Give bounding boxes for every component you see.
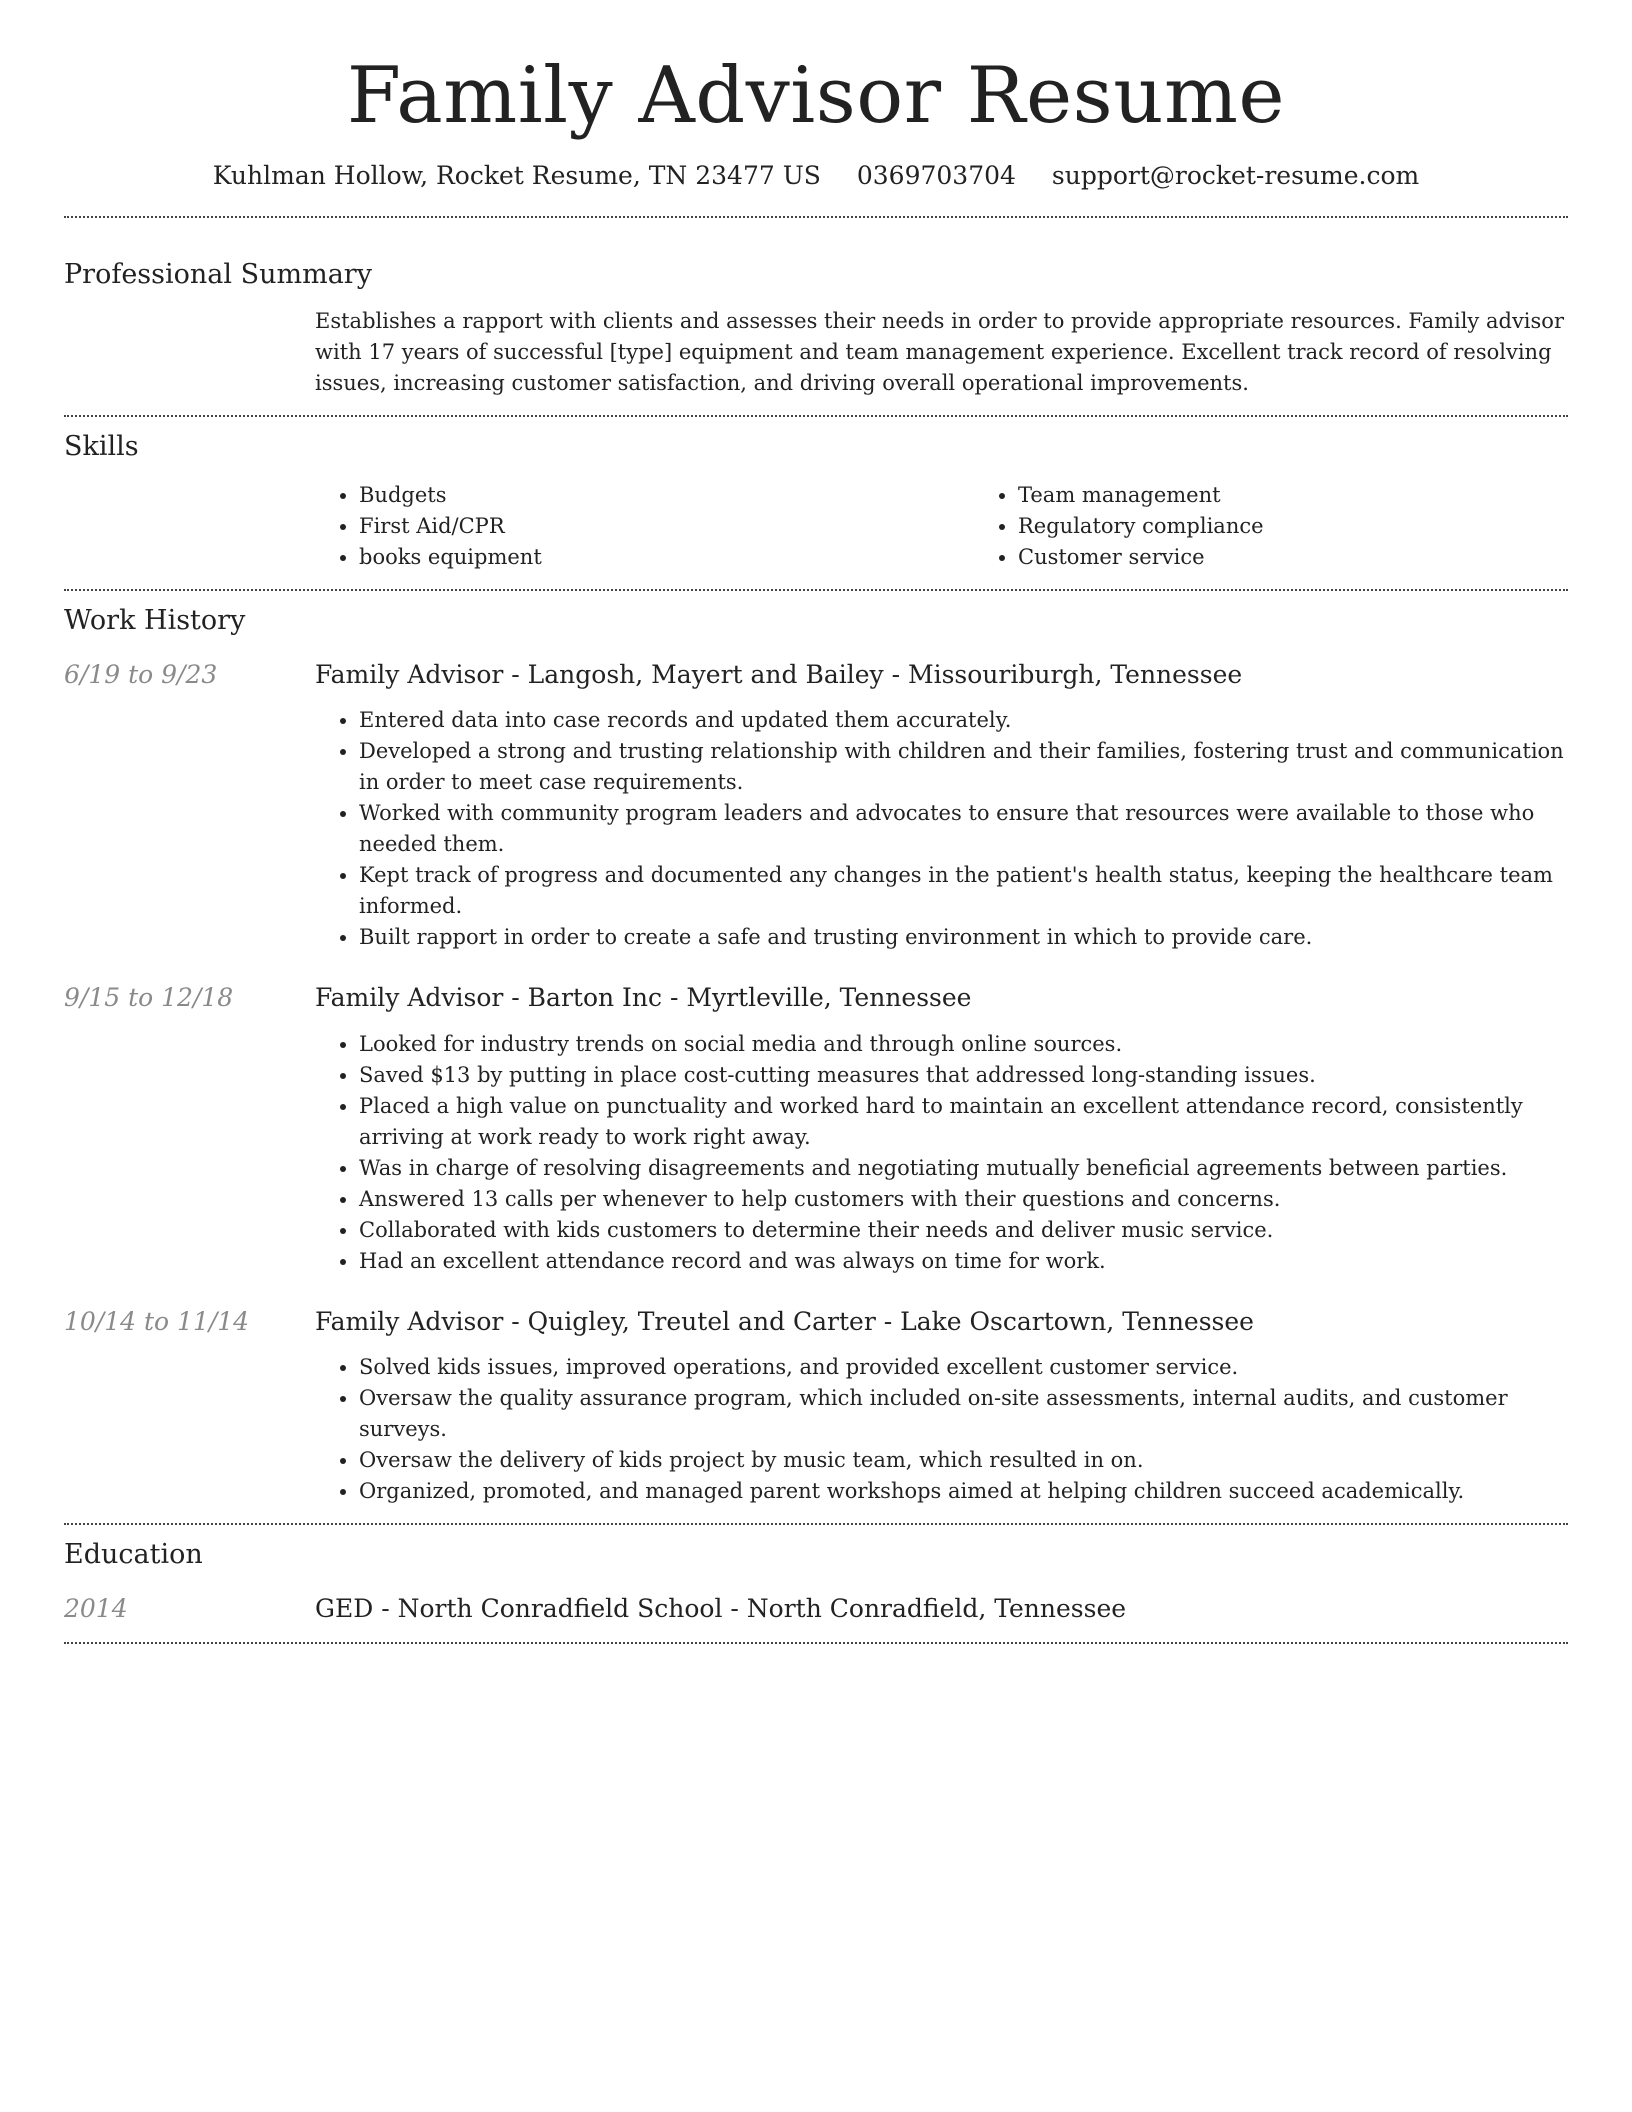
skill-item: • Customer service: [1018, 542, 1632, 573]
job-title: Family Advisor - Barton Inc - Myrtleville, Tennessee: [315, 983, 972, 1013]
skills-heading: Skills: [64, 430, 139, 462]
job-entry: [64, 659, 1568, 954]
contact-email: support@rocket-resume.com: [1051, 160, 1420, 190]
work-heading: Work History: [64, 604, 246, 636]
summary-section: [64, 257, 1568, 399]
job-bullet: • Kept track of progress and documented any changes in the patient's health status, keeping the healthcare team informed.: [359, 860, 1568, 922]
job-bullet: • Worked with community program leaders and advocates to ensure that resources were available to those who needed them.: [359, 798, 1568, 860]
job-bullet: • Organized, promoted, and managed parent workshops aimed at helping children succeed academically.: [359, 1476, 1568, 1507]
contact-address: Kuhlman Hollow, Rocket Resume, TN 23477 US: [212, 160, 821, 190]
job-dates: 6/19 to 9/23: [64, 659, 218, 689]
job-bullet: • Had an excellent attendance record and was always on time for work.: [359, 1246, 1568, 1277]
divider: [64, 1523, 1568, 1525]
job-bullet: • Entered data into case records and updated them accurately.: [359, 705, 1568, 736]
education-heading: Education: [64, 1539, 203, 1571]
divider: [64, 415, 1568, 417]
job-bullet: • Built rapport in order to create a safe and trusting environment in which to provide care.: [359, 922, 1568, 953]
education-title: GED - North Conradfield School - North Conradfield, Tennessee: [315, 1594, 1127, 1624]
skills-list-right: [974, 480, 1632, 573]
job-entry: [64, 982, 1568, 1277]
job-bullet: • Placed a high value on punctuality and worked hard to maintain an excellent attendance record, consistently arriving at work ready to work right away.: [359, 1091, 1568, 1153]
job-dates: 10/14 to 11/14: [64, 1306, 250, 1336]
education-section: [64, 1537, 1568, 1626]
job-bullet: • Looked for industry trends on social media and through online sources.: [359, 1029, 1568, 1060]
job-title: Family Advisor - Quigley, Treutel and Carter - Lake Oscartown, Tennessee: [315, 1306, 1254, 1336]
summary-text: Establishes a rapport with clients and assesses their needs in order to provide appropriate resources. Family advisor with 17 years of successful [type] equipment and team management experience. Excellent track record of resolving issues, increasing customer satisfaction, and driving overall operational improvements.: [315, 308, 1564, 395]
job-bullets: [315, 1352, 1568, 1507]
job-bullet: • Oversaw the quality assurance program, which included on-site assessments, internal audits, and customer surveys.: [359, 1383, 1568, 1445]
job-bullet: • Was in charge of resolving disagreements and negotiating mutually beneficial agreements between parties.: [359, 1153, 1568, 1184]
education-entry: [64, 1593, 1568, 1626]
skills-section: [64, 429, 1568, 573]
job-bullet: • Solved kids issues, improved operations, and provided excellent customer service.: [359, 1352, 1568, 1383]
summary-heading: Professional Summary: [64, 258, 372, 290]
divider: [64, 1642, 1568, 1644]
contact-phone: 0369703704: [856, 160, 1016, 190]
education-year: 2014: [64, 1594, 128, 1624]
resume-page: [64, 0, 1568, 1644]
job-bullet: • Oversaw the delivery of kids project by music team, which resulted in on.: [359, 1445, 1568, 1476]
job-bullets: [315, 1029, 1568, 1277]
job-bullet: • Developed a strong and trusting relationship with children and their families, fostering trust and communication in order to meet case requirements.: [359, 736, 1568, 798]
job-title: Family Advisor - Langosh, Mayert and Bailey - Missouriburgh, Tennessee: [315, 659, 1243, 689]
work-section: [64, 603, 1568, 1508]
skill-item: • First Aid/CPR: [359, 511, 974, 542]
job-bullets: [315, 705, 1568, 953]
job-dates: 9/15 to 12/18: [64, 983, 234, 1013]
skills-list-left: [315, 480, 974, 573]
resume-title: Family Advisor Resume: [346, 51, 1286, 141]
skill-item: • Regulatory compliance: [1018, 511, 1632, 542]
skill-item: • Team management: [1018, 480, 1632, 511]
skill-item: • books equipment: [359, 542, 974, 573]
contact-line: [64, 158, 1568, 193]
divider: [64, 216, 1568, 218]
job-bullet: • Saved $13 by putting in place cost-cutting measures that addressed long-standing issues.: [359, 1060, 1568, 1091]
job-entry: [64, 1306, 1568, 1508]
divider: [64, 589, 1568, 591]
skill-item: • Budgets: [359, 480, 974, 511]
job-bullet: • Collaborated with kids customers to determine their needs and deliver music service.: [359, 1215, 1568, 1246]
job-bullet: • Answered 13 calls per whenever to help customers with their questions and concerns.: [359, 1184, 1568, 1215]
